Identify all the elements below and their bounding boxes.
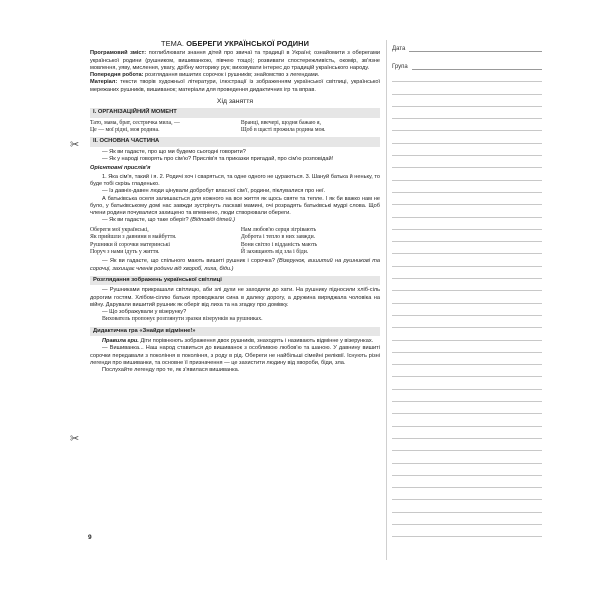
note-line: [392, 316, 542, 328]
date-field[interactable]: [392, 40, 542, 52]
scissors-icon: ✂: [70, 433, 80, 445]
materials-text: тексти творів художньої літератури, ілюстрації із зображенням української світлиці, української мережаних рушників, вишиванок; матеріали для проведення дидактичних ігр та вправ.: [90, 79, 380, 93]
note-line: [392, 82, 542, 94]
note-line: [392, 291, 542, 303]
lesson-plan: [90, 40, 380, 375]
note-line: [392, 279, 542, 291]
note-line: [392, 181, 542, 193]
program-text: поглиблювати знання дітей про звичаї та традиції в Україні; ознайомити з оберегами української родини (рушником, вишиванкою, півчею тощо); розвивати спостережливість, окомір, зв'язне мовлення, уяву, мислення, увагу, дрібну моторику рук; виховувати інтерес до традицій українського народу.: [90, 50, 380, 71]
teacher-note: Вихователь пропонує розглянути зразки візерунків на рушниках.: [102, 316, 263, 323]
paragraph: — Із давніх-давен люди цінували добробут власної сім'ї, родини, піклувалися про неї.: [102, 188, 326, 195]
program-content: [90, 50, 380, 72]
column-divider: [386, 40, 387, 560]
section-heading: ІІ. ОСНОВНА ЧАСТИНА: [90, 137, 380, 146]
question: — Як ви гадаєте, про що ми будемо сьогодні говорити?: [102, 148, 246, 155]
prep-label: Попередня робота:: [90, 72, 144, 79]
note-line: [392, 119, 542, 131]
proverbs-heading: Орієнтовні прислів'я: [90, 165, 151, 172]
section-heading: І. ОРГАНІЗАЦІЙНИЙ МОМЕНТ: [90, 108, 380, 117]
note-line: [392, 513, 542, 525]
preparatory-work: [90, 72, 380, 79]
game-rules: [90, 338, 380, 345]
poem-line: Як прийшли з давнини в майбуття.: [90, 234, 177, 241]
notes-lines[interactable]: [392, 70, 542, 537]
note-line: [392, 156, 542, 168]
title-prefix: ТЕМА.: [160, 39, 185, 48]
question: [90, 217, 380, 224]
poem-line: Вони світло і відданість мають: [240, 241, 318, 248]
group-label: Група: [392, 64, 408, 70]
notes-panel: [392, 40, 542, 537]
poem-line: Це — мої рідні, моя родина.: [90, 127, 160, 134]
poem-right: [241, 120, 380, 135]
note-line: [392, 353, 542, 365]
rules-text: Діти порівнюють зображення двох рушників, знаходять і називають відмінне у візерунках.: [140, 338, 374, 345]
group-field[interactable]: [392, 58, 542, 70]
note-line: [392, 144, 542, 156]
note-line: [392, 168, 542, 180]
note-line: [392, 70, 542, 82]
question-note: (Візерунок, вишитий на рушникові та сорочці, захищає членів родини від хвороб, лиха, біди.): [90, 258, 380, 272]
note-line: [392, 464, 542, 476]
question-note: (Відповіді дітей.): [190, 217, 236, 224]
proverbs-text: 1. Яка сім'я, такий і я. 2. Родичі хоч і сваряться, та одне одного не цураються. 3. Шануй батька й неньку, то буде тобі скрізь гладенько.: [90, 173, 380, 187]
question: — Що зображували у візерунку?: [102, 309, 187, 316]
poem-left: [90, 227, 229, 257]
paragraph: — Рушниками прикрашали світлицю, аби злі духи не заходили до хати. На рушнику підносили хліб-сіль дорогим гостям. Хлібом-сіллю батьки проводжали сина в далеку дорогу, а дружина виряджала чоловіка на війну. Дарували вишитий рушник як оберіг від лиха та на згадку про домівку.: [90, 287, 380, 308]
note-line: [392, 341, 542, 353]
poem-line: Щоб в щасті прожила родина моя.: [240, 127, 326, 134]
note-line: [392, 427, 542, 439]
note-line: [392, 107, 542, 119]
note-line: [392, 328, 542, 340]
note-line: [392, 304, 542, 316]
note-line: [392, 218, 542, 230]
note-line: [392, 230, 542, 242]
poem: [90, 120, 380, 135]
question-text: — Як ви гадаєте, що таке оберіг?: [102, 217, 189, 224]
poem-right: [241, 227, 380, 257]
note-line: [392, 267, 542, 279]
page-title: [90, 40, 380, 47]
note-line: [392, 488, 542, 500]
poem-line: Вранці, ввечері, щодня бажаю я,: [240, 119, 321, 126]
page-number: 9: [88, 534, 92, 541]
note-line: [392, 402, 542, 414]
poem-line: Й захищають від зла і біди.: [240, 248, 309, 255]
note-line: [392, 476, 542, 488]
poem-left: [90, 120, 229, 135]
poem-line: Нам любов'ю серця зігрівають: [240, 226, 317, 233]
note-line: [392, 377, 542, 389]
note-line: [392, 205, 542, 217]
program-label: Програмовий зміст:: [90, 50, 147, 57]
poem-line: Поруч з нами ідуть у життя.: [90, 248, 160, 255]
paragraph: — Вишиванка... Наш народ ставиться до вишиванок з особливою любов'ю та шаною. У давнину вишиті сорочки передавали з покоління в покоління, з роду в рід. Обереги не найбільші сімейні реліквії. Існують різні легенди про вишиванки, та основне її призначення — це захистити людину від хвороби, біди, зла.: [90, 345, 380, 367]
rules-label: Правила гри.: [102, 338, 139, 345]
prep-text: розглядання вишитих сорочок і рушників; знайомство з легендами.: [145, 72, 320, 79]
paragraph: Послухайте легенду про те, як з'явилася вишиванка.: [102, 367, 240, 374]
note-line: [392, 365, 542, 377]
note-line: [392, 242, 542, 254]
group-line: [412, 63, 542, 70]
question: [90, 258, 380, 273]
note-line: [392, 439, 542, 451]
date-line: [409, 45, 542, 52]
question-text: — Як ви гадаєте, що спільного мають вишиті рушник і сорочка?: [102, 258, 275, 265]
note-line: [392, 525, 542, 537]
materials-label: Матеріал:: [90, 79, 118, 86]
note-line: [392, 500, 542, 512]
question: — Як у народі говорять про сім'ю? Прислів'я та приказки пригадай, про сім'ю розповідай!: [102, 156, 334, 163]
note-line: [392, 131, 542, 143]
poem-line: Обереги мої українські,: [90, 226, 149, 233]
box-heading: Розглядання зображень української світлиці: [90, 276, 380, 285]
note-line: [392, 193, 542, 205]
poem: [90, 227, 380, 257]
note-line: [392, 95, 542, 107]
scissors-icon: ✂: [70, 139, 80, 151]
note-line: [392, 451, 542, 463]
date-label: Дата: [392, 46, 406, 52]
title-text: ОБЕРЕГИ УКРАЇНСЬКОЇ РОДИНИ: [186, 39, 310, 48]
note-line: [392, 414, 542, 426]
note-line: [392, 390, 542, 402]
paragraph: А батьківська оселя залишається для кожного на все життя як щось святе та тепле. І як би важко нам не було, у батьківському домі нас завжди зустрінуть ласкаві мамині, очі розрадять батьківські мудрі слова. Щоб члени родини почувалися захищено та впевнено, люди створювали обереги.: [90, 195, 380, 217]
lesson-heading: Хід заняття: [216, 98, 254, 106]
note-line: [392, 254, 542, 266]
box-heading: Дидактична гра «Знайди відмінне!»: [90, 327, 380, 336]
materials: [90, 79, 380, 94]
poem-line: Рушники й сорочки материнські: [90, 241, 171, 248]
poem-line: Доброта і тепло в них завжди.: [240, 234, 316, 241]
poem-line: Тато, мама, брат, сестричка мила, —: [90, 119, 180, 126]
